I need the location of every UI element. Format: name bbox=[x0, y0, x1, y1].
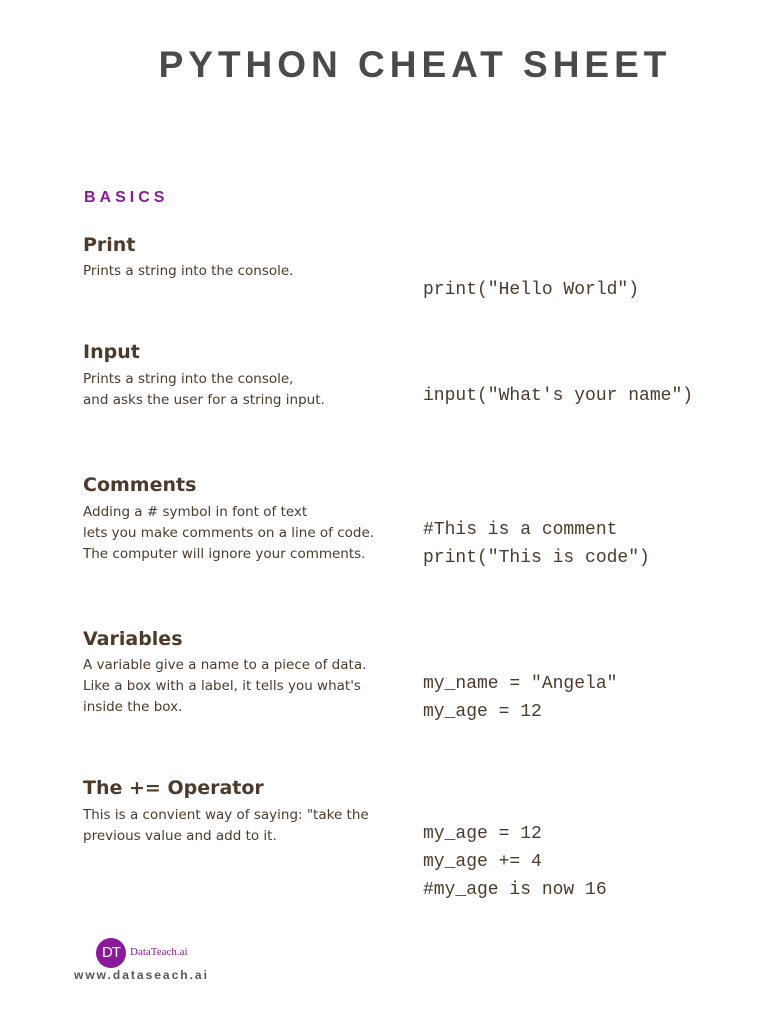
code-example bbox=[423, 276, 639, 304]
description-line: Prints a string into the console. bbox=[83, 263, 294, 279]
datateach-logo-icon: DT bbox=[96, 938, 126, 968]
code-line: input("What's your name") bbox=[423, 386, 694, 406]
entry-description bbox=[83, 502, 374, 565]
page-title: PYTHON CHEAT SHEET bbox=[158, 44, 672, 85]
code-line: #my_age is now 16 bbox=[423, 880, 607, 900]
description-line: and asks the user for a string input. bbox=[83, 392, 325, 408]
code-example bbox=[423, 382, 693, 410]
description-line: The computer will ignore your comments. bbox=[83, 546, 366, 562]
entry-title: Print bbox=[83, 234, 136, 256]
code-line: print("Hello World") bbox=[423, 280, 640, 300]
entry-description bbox=[83, 805, 369, 847]
description-line: inside the box. bbox=[83, 699, 183, 715]
entry-title: Comments bbox=[83, 474, 197, 496]
description-line: Like a box with a label, it tells you what's bbox=[83, 678, 361, 694]
code-line: print("This is code") bbox=[423, 548, 650, 568]
description-line: previous value and add to it. bbox=[83, 828, 277, 844]
code-line: my_age += 4 bbox=[423, 852, 542, 872]
description-line: This is a convient way of saying: "take the bbox=[83, 807, 369, 823]
description-line: A variable give a name to a piece of data. bbox=[83, 657, 367, 673]
description-line: lets you make comments on a line of code. bbox=[83, 525, 375, 541]
footer-url[interactable]: www.dataseach.ai bbox=[74, 968, 209, 982]
description-line: Prints a string into the console, bbox=[83, 371, 294, 387]
code-line: my_age = 12 bbox=[423, 702, 542, 722]
code-line: #This is a comment bbox=[423, 520, 618, 540]
code-example bbox=[423, 670, 617, 726]
code-line: my_age = 12 bbox=[423, 824, 542, 844]
section-heading-basics: BASICS bbox=[84, 189, 169, 206]
entry-title: Variables bbox=[83, 628, 183, 650]
code-line: my_name = "Angela" bbox=[423, 674, 618, 694]
code-example bbox=[423, 820, 607, 904]
entry-description bbox=[83, 261, 293, 282]
footer-brand-name: DataTeach.ai bbox=[130, 946, 188, 958]
entry-title: Input bbox=[83, 341, 140, 363]
entry-description bbox=[83, 655, 366, 718]
description-line: Adding a # symbol in font of text bbox=[83, 504, 308, 520]
entry-title: The += Operator bbox=[83, 777, 264, 799]
entry-description bbox=[83, 369, 325, 411]
code-example bbox=[423, 516, 650, 572]
